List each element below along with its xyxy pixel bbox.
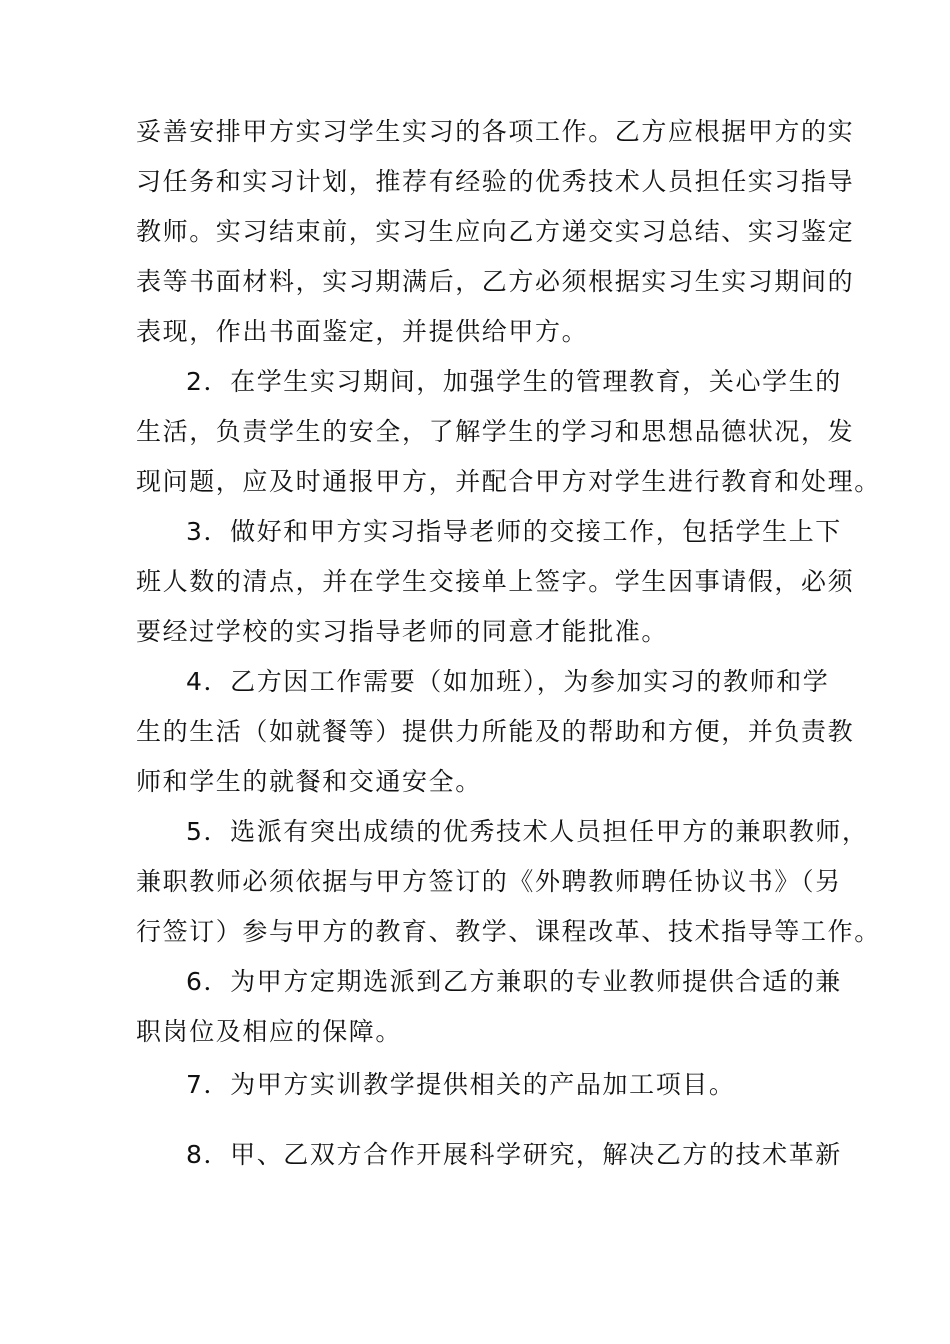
text-line: 妥善安排甲方实习学生实习的各项工作。乙方应根据甲方的实 (136, 117, 855, 146)
text-line: 生的生活（如就餐等）提供力所能及的帮助和方便，并负责教 (136, 717, 855, 746)
text-line: 教师。实习结束前，实习生应向乙方递交实习总结、实习鉴定 (136, 217, 855, 246)
text-line: 班人数的清点，并在学生交接单上签字。学生因事请假，必须 (136, 567, 855, 596)
text-line: 兼职教师必须依据与甲方签订的《外聘教师聘任协议书》（另 (136, 867, 842, 896)
item-5-line: 5．选派有突出成绩的优秀技术人员担任甲方的兼职教师， (186, 817, 869, 846)
item-4-line: 4．乙方因工作需要（如加班），为参加实习的教师和学 (186, 667, 830, 696)
text-line: 行签订）参与甲方的教育、教学、课程改革、技术指导等工作。 (136, 917, 881, 946)
text-line: 职岗位及相应的保障。 (136, 1017, 403, 1046)
text-line: 要经过学校的实习指导老师的同意才能批准。 (136, 617, 669, 646)
text-line: 师和学生的就餐和交通安全。 (136, 767, 482, 796)
text-line: 表等书面材料，实习期满后，乙方必须根据实习生实习期间的 (136, 267, 855, 296)
item-6-line: 6．为甲方定期选派到乙方兼职的专业教师提供合适的兼 (186, 967, 842, 996)
item-7-line: 7．为甲方实训教学提供相关的产品加工项目。 (186, 1070, 736, 1099)
text-line: 生活，负责学生的安全，了解学生的学习和思想品德状况，发 (136, 417, 855, 446)
item-8-line: 8．甲、乙双方合作开展科学研究，解决乙方的技术革新 (186, 1140, 842, 1169)
item-3-line: 3．做好和甲方实习指导老师的交接工作，包括学生上下 (186, 517, 842, 546)
item-2-line: 2．在学生实习期间，加强学生的管理教育，关心学生的 (186, 367, 842, 396)
text-line: 现问题，应及时通报甲方，并配合甲方对学生进行教育和处理。 (136, 467, 881, 496)
text-line: 习任务和实习计划，推荐有经验的优秀技术人员担任实习指导 (136, 167, 855, 196)
text-line: 表现，作出书面鉴定，并提供给甲方。 (136, 317, 589, 346)
